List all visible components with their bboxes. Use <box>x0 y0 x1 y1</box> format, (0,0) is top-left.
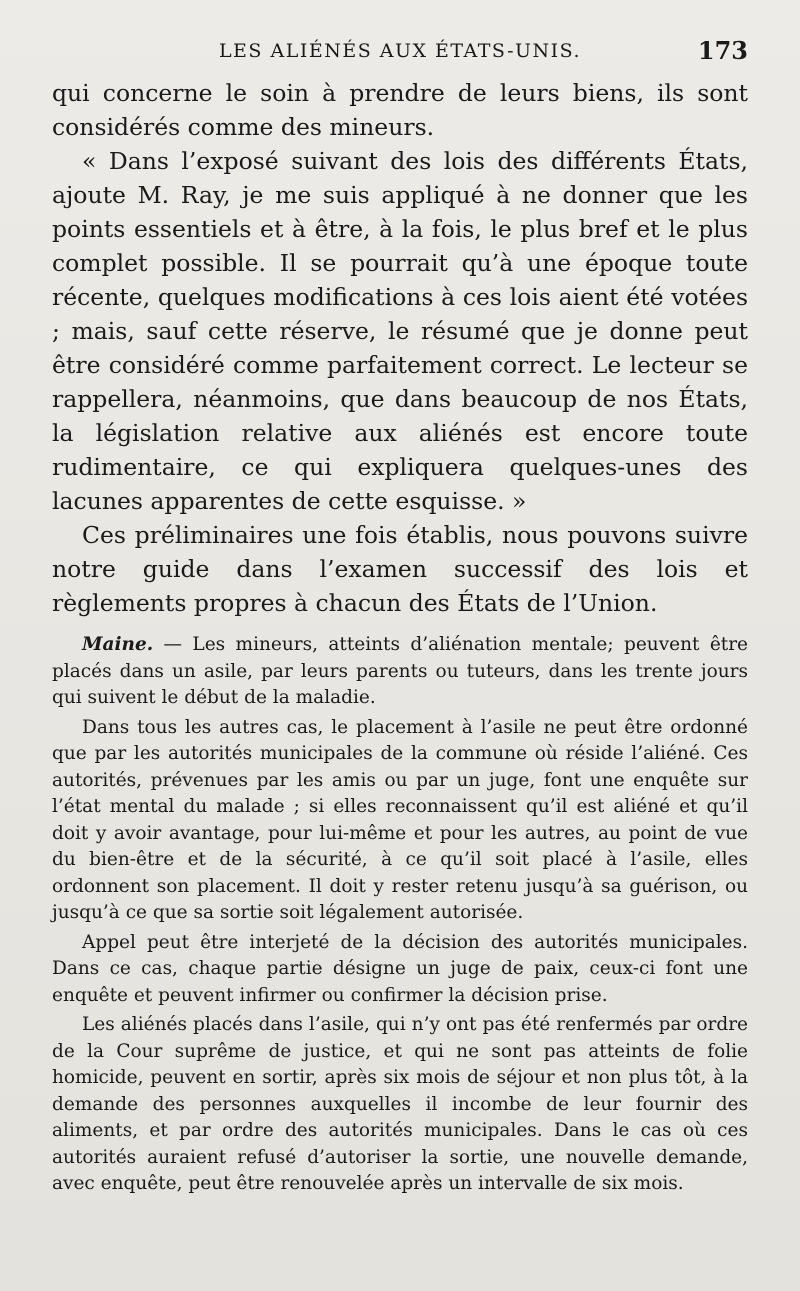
running-title: LES ALIÉNÉS AUX ÉTATS-UNIS. <box>218 40 582 62</box>
state-name-maine: Maine. <box>82 634 154 655</box>
page-number: 173 <box>697 36 748 65</box>
page-header <box>52 36 748 72</box>
paragraph-quotation: « Dans l’exposé suivant des lois des différents États, ajoute M. Ray, je me suis appliqué à ne donner que les points essentiels et à être, à la fois, le plus bref et le plus complet possible. Il se pourrait qu’à une époque toute récente, quelques modifications à ces lois aient été votées ; mais, sauf cette réserve, le résumé que je donne peut être considéré comme parfaitement correct. Le lecteur se rappellera, néanmoins, que dans beaucoup de nos États, la législation relative aux aliénés est encore toute rudimentaire, ce qui expliquera quelques-unes des lacunes apparentes de cette esquisse. » <box>52 147 748 515</box>
main-text-block <box>52 76 748 620</box>
paragraph-preliminaries: Ces préliminaires une fois établis, nous pouvons suivre notre guide dans l’examen successif des lois et règlements propres à chacun des États de l’Union. <box>52 521 748 617</box>
paragraph-continuation: qui concerne le soin à prendre de leurs biens, ils sont considérés comme des mineurs. <box>52 79 748 141</box>
body-text <box>52 76 748 1198</box>
maine-paragraph: Les aliénés placés dans l’asile, qui n’y ont pas été renfermés par ordre de la Cour suprême de justice, et qui ne sont pas atteints de folie homicide, peuvent en sortir, après six mois de séjour et non plus tôt, à la demande des personnes auxquelles il incombe de leur fournir des aliments, et par ordre des autorités municipales. Dans le cas où ces autorités auraient refusé d’autoriser la sortie, une nouvelle demande, avec enquête, peut être renouvelée après un intervalle de six mois. <box>52 1014 748 1194</box>
maine-paragraph: Appel peut être interjeté de la décision des autorités municipales. Dans ce cas, chaque partie désigne un juge de paix, ceux-ci font une enquête et peuvent infirmer ou confirmer la décision prise. <box>52 931 748 1006</box>
maine-paragraph: Dans tous les autres cas, le placement à l’asile ne peut être ordonné que par les autorités municipales de la commune où réside l’aliéné. Ces autorités, prévenues par les amis ou par un juge, font une enquête sur l’état mental du malade ; si elles reconnaissent qu’il est aliéné et qu’il doit y avoir avantage, pour lui-même et pour les autres, au point de vue du bien-être et de la sécurité, à ce qu’il soit placé à l’asile, elles ordonnent son placement. Il doit y rester retenu jusqu’à sa guérison, ou jusqu’à ce que sa sortie soit légalement autorisée. <box>52 716 748 923</box>
maine-first-paragraph-text: — Les mineurs, atteints d’aliénation mentale; peuvent être placés dans un asile, par leurs parents ou tuteurs, dans les trente jours qui suivent le début de la maladie. <box>52 634 748 708</box>
maine-section <box>52 632 748 1198</box>
maine-first-paragraph <box>52 632 748 712</box>
